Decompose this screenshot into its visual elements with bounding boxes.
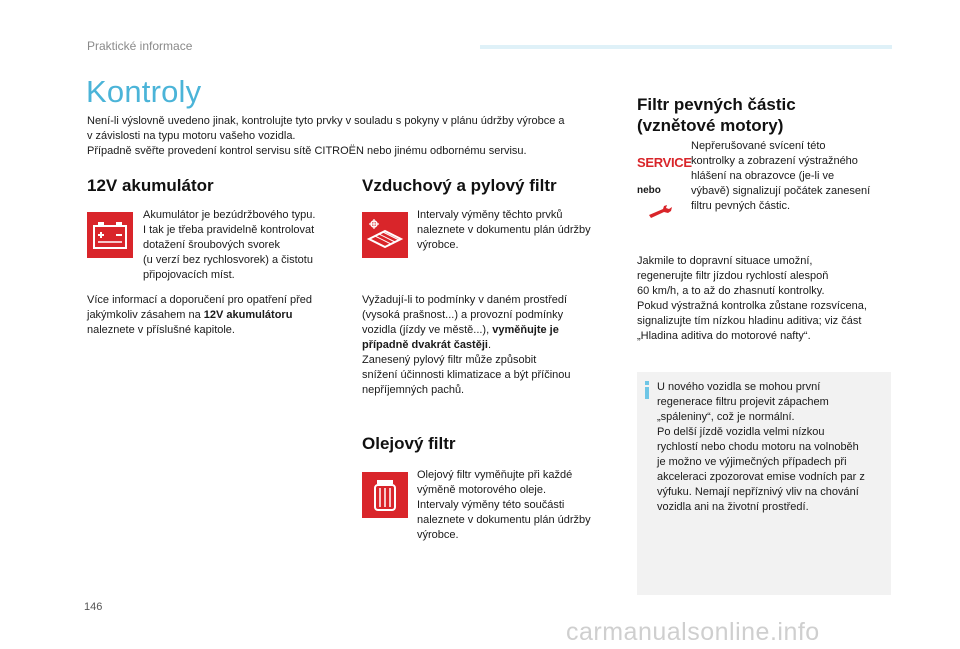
text-line: výměně motorového oleje. xyxy=(417,484,547,496)
watermark: carmanualsonline.info xyxy=(566,618,820,646)
text-line: Po delší jízdě vozidla velmi nízkou xyxy=(657,426,825,438)
text-line: I tak je třeba pravidelně kontrolovat xyxy=(143,224,315,236)
text-line: připojovacích míst. xyxy=(143,269,235,281)
text-line: Pokud výstražná kontrolka zůstane rozsvícena, xyxy=(637,300,867,312)
bold-span: případně dvakrát častěji xyxy=(362,339,488,351)
text-line: naleznete v příslušné kapitole. xyxy=(87,324,235,336)
wrench-icon xyxy=(647,205,673,224)
battery-more-info xyxy=(87,293,342,338)
dpf-more-info xyxy=(637,254,897,344)
info-icon xyxy=(645,381,649,399)
heading-line: (vznětové motory) xyxy=(637,116,784,135)
service-warning-icon: SERVICE xyxy=(637,155,692,170)
text-line: vozidla ani na životní prostředí. xyxy=(657,501,809,513)
text-line: naleznete v dokumentu plán údržby xyxy=(417,514,591,526)
battery-heading: 12V akumulátor xyxy=(87,176,214,195)
header-rule xyxy=(480,45,892,49)
intro-line: Případně svěřte provedení kontrol servisu sítě CITROËN nebo jinému odbornému servisu. xyxy=(87,145,527,157)
oil-filter-text xyxy=(417,468,617,543)
battery-icon xyxy=(87,212,133,258)
page-number: 146 xyxy=(84,601,103,613)
text-line xyxy=(362,338,617,353)
oil-filter-heading: Olejový filtr xyxy=(362,434,456,453)
oil-filter-icon xyxy=(362,472,408,518)
section-label: Praktické informace xyxy=(87,39,193,53)
text-line: (u verzí bez rychlosvorek) a čistotu xyxy=(143,254,313,266)
text-line: (vysoká prašnost...) a provozní podmínky xyxy=(362,309,564,321)
text-line: Nepřerušované svícení této xyxy=(691,140,826,152)
text-line: dotažení šroubových svorek xyxy=(143,239,280,251)
text-line: signalizujte tím nízkou hladinu aditiva; viz část xyxy=(637,315,862,327)
text-line: výbavě) signalizují počátek zanesení xyxy=(691,185,871,197)
text-line: hlášení na obrazovce (je-li ve xyxy=(691,170,835,182)
air-filter-more-info xyxy=(362,293,617,398)
text-line: filtru pevných částic. xyxy=(691,200,791,212)
text-line: 60 km/h, a to až do zhasnutí kontrolky. xyxy=(637,285,825,297)
text-line: Intervaly výměny této součásti xyxy=(417,499,565,511)
text-span: vozidla (jízdy ve městě...), xyxy=(362,324,493,336)
air-filter-icon xyxy=(362,212,408,258)
text-line: Jakmile to dopravní situace umožní, xyxy=(637,255,813,267)
text-line: regenerace filtru projevit zápachem xyxy=(657,396,829,408)
text-line: Intervaly výměny těchto prvků xyxy=(417,209,563,221)
page-title: Kontroly xyxy=(86,74,202,109)
text-line: „Hladina aditiva do motorové nafty“. xyxy=(637,330,811,342)
text-line: nepříjemných pachů. xyxy=(362,384,465,396)
text-line xyxy=(362,323,617,338)
text-line: kontrolky a zobrazení výstražného xyxy=(691,155,858,167)
text-line: regenerujte filtr jízdou rychlostí alespoň xyxy=(637,270,829,282)
air-filter-text xyxy=(417,208,617,253)
intro-paragraph xyxy=(87,114,617,159)
text-line: Vyžadují-li to podmínky v daném prostředí xyxy=(362,294,568,306)
dpf-text xyxy=(691,139,891,214)
text-line: Více informací a doporučení pro opatření před xyxy=(87,294,313,306)
text-line: akceleraci zpozorovat emise vodních par z xyxy=(657,471,865,483)
battery-text xyxy=(143,208,338,283)
text-line xyxy=(87,308,342,323)
or-label: nebo xyxy=(637,185,661,196)
dpf-heading xyxy=(637,94,877,136)
text-line: výfuku. Nemají nepříznivý vliv na chování xyxy=(657,486,859,498)
intro-line: v závislosti na typu motoru vašeho vozidla. xyxy=(87,130,296,142)
text-line: Zanesený pylový filtr může způsobit xyxy=(362,354,537,366)
text-line: výrobce. xyxy=(417,239,459,251)
text-line: naleznete v dokumentu plán údržby xyxy=(417,224,591,236)
heading-line: Filtr pevných částic xyxy=(637,95,796,114)
text-line: snížení účinnosti klimatizace a být příčinou xyxy=(362,369,571,381)
text-line: U nového vozidla se mohou první xyxy=(657,381,821,393)
intro-line: Není-li výslovně uvedeno jinak, kontrolujte tyto prvky v souladu s pokyny v plánu údržby výrobce a xyxy=(87,115,565,127)
text-line: je možno ve výjimečných případech při xyxy=(657,456,847,468)
text-line: rychlostí nebo chodu motoru na volnoběh xyxy=(657,441,859,453)
text-line: výrobce. xyxy=(417,529,459,541)
air-filter-heading: Vzduchový a pylový filtr xyxy=(362,176,557,195)
bold-span: 12V akumulátoru xyxy=(203,309,293,321)
info-text xyxy=(657,380,891,515)
text-span: jakýmkoliv zásahem na xyxy=(87,309,204,321)
bold-span: vyměňujte je xyxy=(492,324,559,336)
text-line: „spáleniny“, což je normální. xyxy=(657,411,795,423)
text-span: . xyxy=(487,339,492,351)
text-line: Akumulátor je bezúdržbového typu. xyxy=(143,209,316,221)
text-line: Olejový filtr vyměňujte při každé xyxy=(417,469,573,481)
